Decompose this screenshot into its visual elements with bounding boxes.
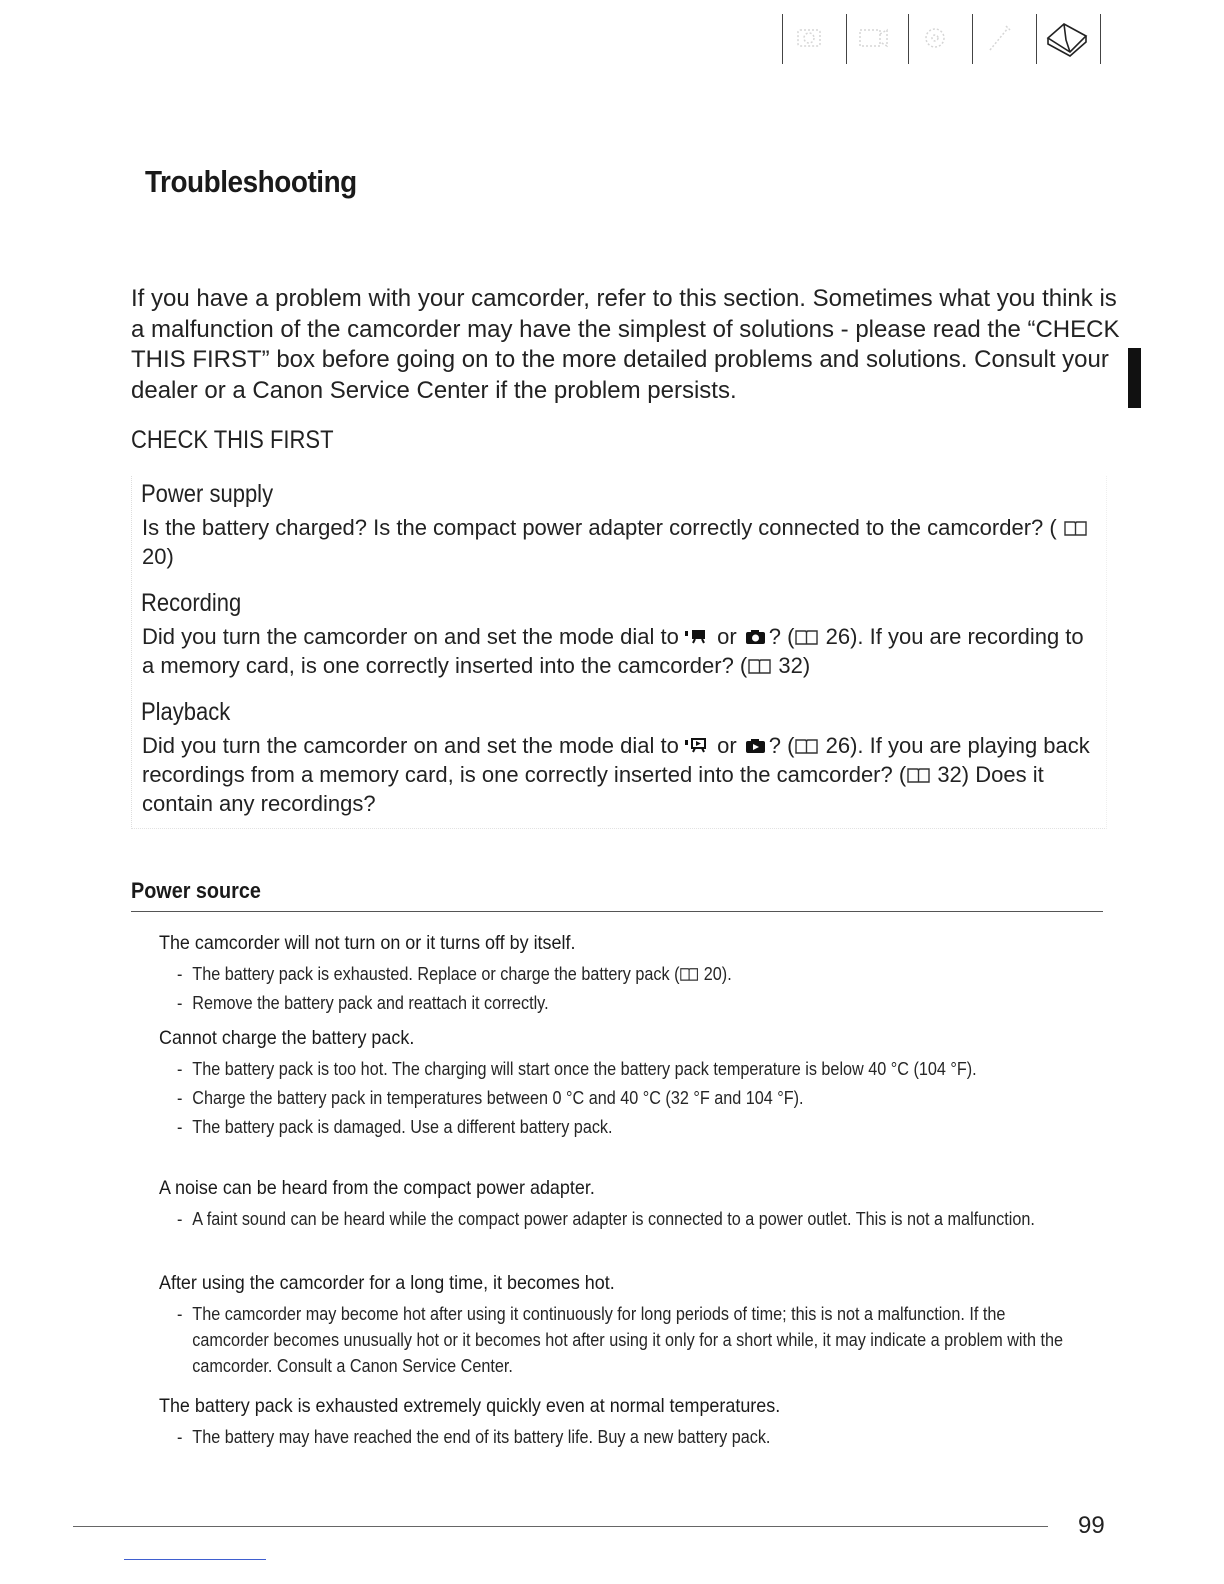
section-divider	[131, 911, 1103, 912]
camera-icon[interactable]	[790, 18, 828, 58]
power-supply-title: Power supply	[141, 480, 274, 508]
check-first-heading: CHECK THIS FIRST	[131, 426, 334, 454]
footer-accent-line	[124, 1559, 266, 1560]
book-reference-icon	[747, 657, 772, 675]
solution: - The camcorder may become hot after using it continuously for long periods of time; this is not a malfunction. If the camcorder becomes unusually hot or it becomes hot after using it only for a short while, it may indicate a problem with the camcorder. Consult a Canon Service Center.	[177, 1304, 1064, 1376]
page-number: 99	[1078, 1512, 1105, 1539]
page-link[interactable]: 32	[778, 653, 803, 678]
page-link[interactable]: 26	[825, 733, 851, 758]
photo-mode-icon	[743, 629, 769, 645]
problem-title: The battery pack is exhausted extremely quickly even at normal temperatures.	[159, 1395, 781, 1417]
tab-divider	[782, 14, 783, 64]
solution: - The battery may have reached the end of its battery life. Buy a new battery pack.	[177, 1427, 771, 1447]
book-reference-icon	[906, 766, 931, 784]
solution: - Remove the battery pack and reattach it correctly.	[177, 993, 549, 1013]
section-title: Power source	[131, 878, 261, 903]
tab-divider	[1100, 14, 1101, 64]
intro-paragraph: If you have a problem with your camcorder, refer to this section. Sometimes what you think is a malfunction of the camcorder may have the simplest of solutions - please read the “CHECK THIS FIRST” box before going on to the more detailed problems and solutions. Consult your dealer or a Canon Service Center if the problem persists.	[131, 285, 1120, 404]
book-reference-icon	[1063, 519, 1088, 537]
movie-playback-mode-icon	[685, 738, 711, 754]
page-title: Troubleshooting	[145, 164, 357, 199]
problem-item	[159, 932, 1119, 1019]
page-link[interactable]: 20	[142, 544, 167, 569]
tab-divider	[1036, 14, 1037, 64]
recording-title: Recording	[141, 589, 242, 617]
problem-title: After using the camcorder for a long time, it becomes hot.	[159, 1272, 615, 1294]
solution: - The battery pack is damaged. Use a different battery pack.	[177, 1117, 613, 1137]
page-link[interactable]: 32	[937, 762, 962, 787]
playback-title: Playback	[141, 698, 231, 726]
page-link[interactable]: 26	[825, 624, 851, 649]
solution: - The battery pack is exhausted. Replace or charge the battery pack ( 20).	[177, 964, 732, 984]
problem-title: Cannot charge the battery pack.	[159, 1027, 415, 1049]
book-icon[interactable]	[1042, 18, 1092, 58]
solution: - Charge the battery pack in temperatures between 0 °C and 40 °C (32 °F and 104 °F).	[177, 1088, 804, 1108]
chapter-marker	[1128, 348, 1141, 408]
solution: - The battery pack is too hot. The charging will start once the battery pack temperature is below 40 °C (104 °F).	[177, 1059, 977, 1079]
gear-icon[interactable]	[916, 18, 954, 58]
tab-divider	[972, 14, 973, 64]
wand-icon[interactable]	[980, 18, 1018, 58]
photo-playback-mode-icon	[743, 738, 769, 754]
chapter-tabs	[778, 8, 1104, 60]
book-reference-icon	[794, 737, 819, 755]
book-reference-icon	[794, 628, 819, 646]
playback-text: Did you turn the camcorder on and set the mode dial to or ? ( 26). If you are playing back recordings from a memory card, is one correctly inserted into the camcorder? ( 32) Does it contain any recordings?	[142, 733, 1090, 816]
problem-title: A noise can be heard from the compact power adapter.	[159, 1177, 595, 1199]
film-icon[interactable]	[854, 18, 892, 58]
page-link[interactable]: 20	[703, 964, 722, 984]
problem-item	[159, 1272, 1119, 1382]
book-reference-icon	[679, 966, 699, 982]
problem-item	[159, 1027, 1119, 1143]
problem-title: The camcorder will not turn on or it turns off by itself.	[159, 932, 576, 954]
movie-mode-icon	[685, 629, 711, 645]
problem-item	[159, 1177, 1119, 1235]
footer-divider	[73, 1526, 1048, 1527]
solution: - A faint sound can be heard while the compact power adapter is connected to a power outlet. This is not a malfunction.	[177, 1209, 1035, 1229]
tab-divider	[908, 14, 909, 64]
recording-text: Did you turn the camcorder on and set the mode dial to or ? ( 26). If you are recording to a memory card, is one correctly inserted into the camcorder? ( 32)	[142, 624, 1084, 678]
problem-item	[159, 1395, 1119, 1453]
power-supply-text: Is the battery charged? Is the compact power adapter correctly connected to the camcorder? ( 20)	[142, 513, 1092, 571]
tab-divider	[846, 14, 847, 64]
